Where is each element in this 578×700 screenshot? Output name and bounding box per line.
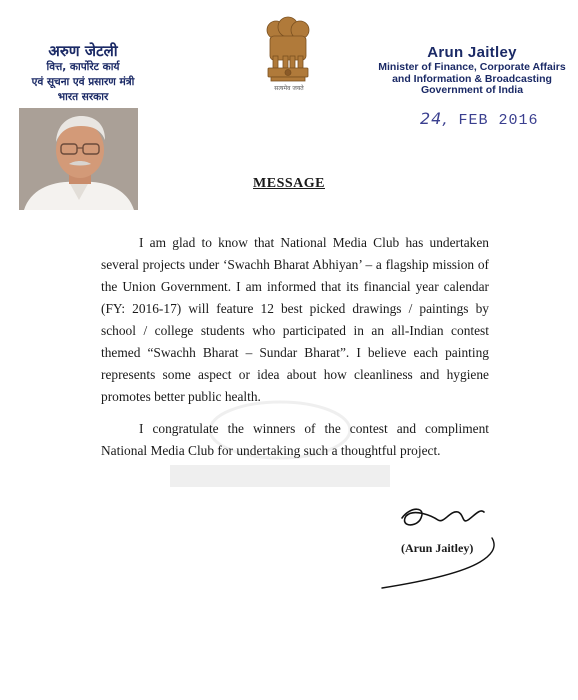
hindi-header [8, 42, 158, 105]
hindi-minister-name: अरुण जेटली [48, 42, 118, 60]
signatory-name: (Arun Jaitley) [401, 541, 474, 555]
minister-photo [19, 108, 138, 210]
letter-paragraph-1: I am glad to know that National Media Club has undertaken several projects under ‘Swachh Bharat Abhiyan’ – a flagship mission of the Union Government. I am informed that its financial year calendar (FY: 2016-17) will feature 12 best picked drawings / paintings by school / college students who participated in an all-Indian contest themed “Swachh Bharat – Sundar Bharat”. I believe each painting represents some aspect or idea about how cleanliness and hygiene promotes better public health. [101, 235, 489, 404]
letter-body [101, 232, 489, 462]
emblem-motto: सत्यमेव जयते [274, 85, 304, 92]
hindi-portfolio-line-2: एवं सूचना एवं प्रसारण मंत्री [31, 76, 135, 88]
hindi-government-line: भारत सरकार [57, 91, 109, 103]
english-header [368, 44, 576, 97]
letter-title: MESSAGE [253, 176, 325, 191]
english-portfolio-line-1: Minister of Finance, Corporate Affairs [378, 61, 566, 73]
hindi-portfolio-line-1: वित्त, कार्पोरेट कार्य [46, 61, 120, 73]
english-minister-name: Arun Jaitley [427, 44, 517, 61]
date-stamp-month-year: FEB 2016 [458, 112, 539, 129]
date-stamp-day: 24, [420, 109, 449, 128]
english-government-line: Government of India [420, 84, 524, 96]
letter-paragraph-2: I congratulate the winners of the contest and compliment National Media Club for undertaking such a thoughtful project. [101, 421, 489, 458]
english-portfolio-line-2: and Information & Broadcasting [392, 72, 552, 85]
date-stamp [420, 109, 538, 129]
